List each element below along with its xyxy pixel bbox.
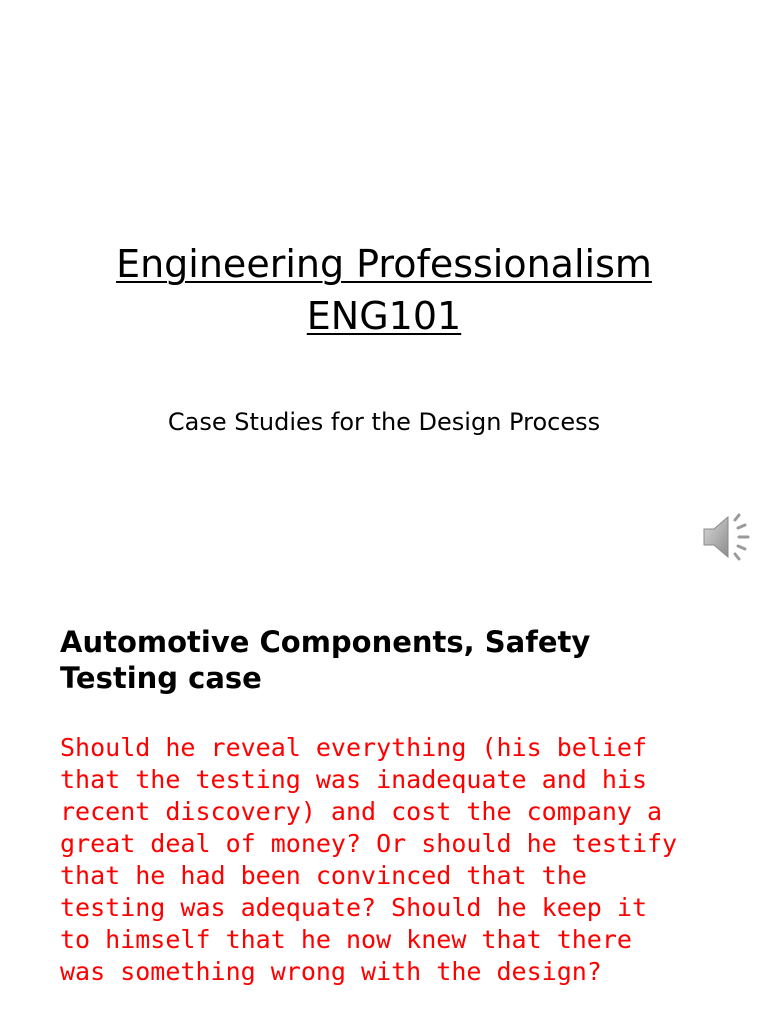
body-line: Should he reveal everything (his belief bbox=[60, 733, 647, 762]
case-heading bbox=[60, 624, 720, 696]
body-line: testing was adequate? Should he keep it bbox=[60, 893, 647, 922]
slide-subtitle: Case Studies for the Design Process bbox=[167, 408, 601, 436]
body-line: to himself that he now knew that there bbox=[60, 925, 632, 954]
title-line-course-code: ENG101 bbox=[306, 294, 462, 338]
case-heading-line-2: Testing case bbox=[60, 661, 262, 695]
case-question-text bbox=[60, 732, 740, 988]
body-line: that the testing was inadequate and his bbox=[60, 765, 647, 794]
speaker-icon[interactable] bbox=[702, 512, 756, 562]
body-line: was something wrong with the design? bbox=[60, 957, 602, 986]
body-line: great deal of money? Or should he testify bbox=[60, 829, 678, 858]
case-heading-line-1: Automotive Components, Safety bbox=[60, 625, 591, 659]
case-study-slide bbox=[0, 598, 768, 1024]
body-line: that he had been convinced that the bbox=[60, 861, 587, 890]
slide-title bbox=[0, 238, 768, 342]
body-line: recent discovery) and cost the company a bbox=[60, 797, 663, 826]
title-line-course-name: Engineering Professionalism bbox=[116, 242, 652, 286]
